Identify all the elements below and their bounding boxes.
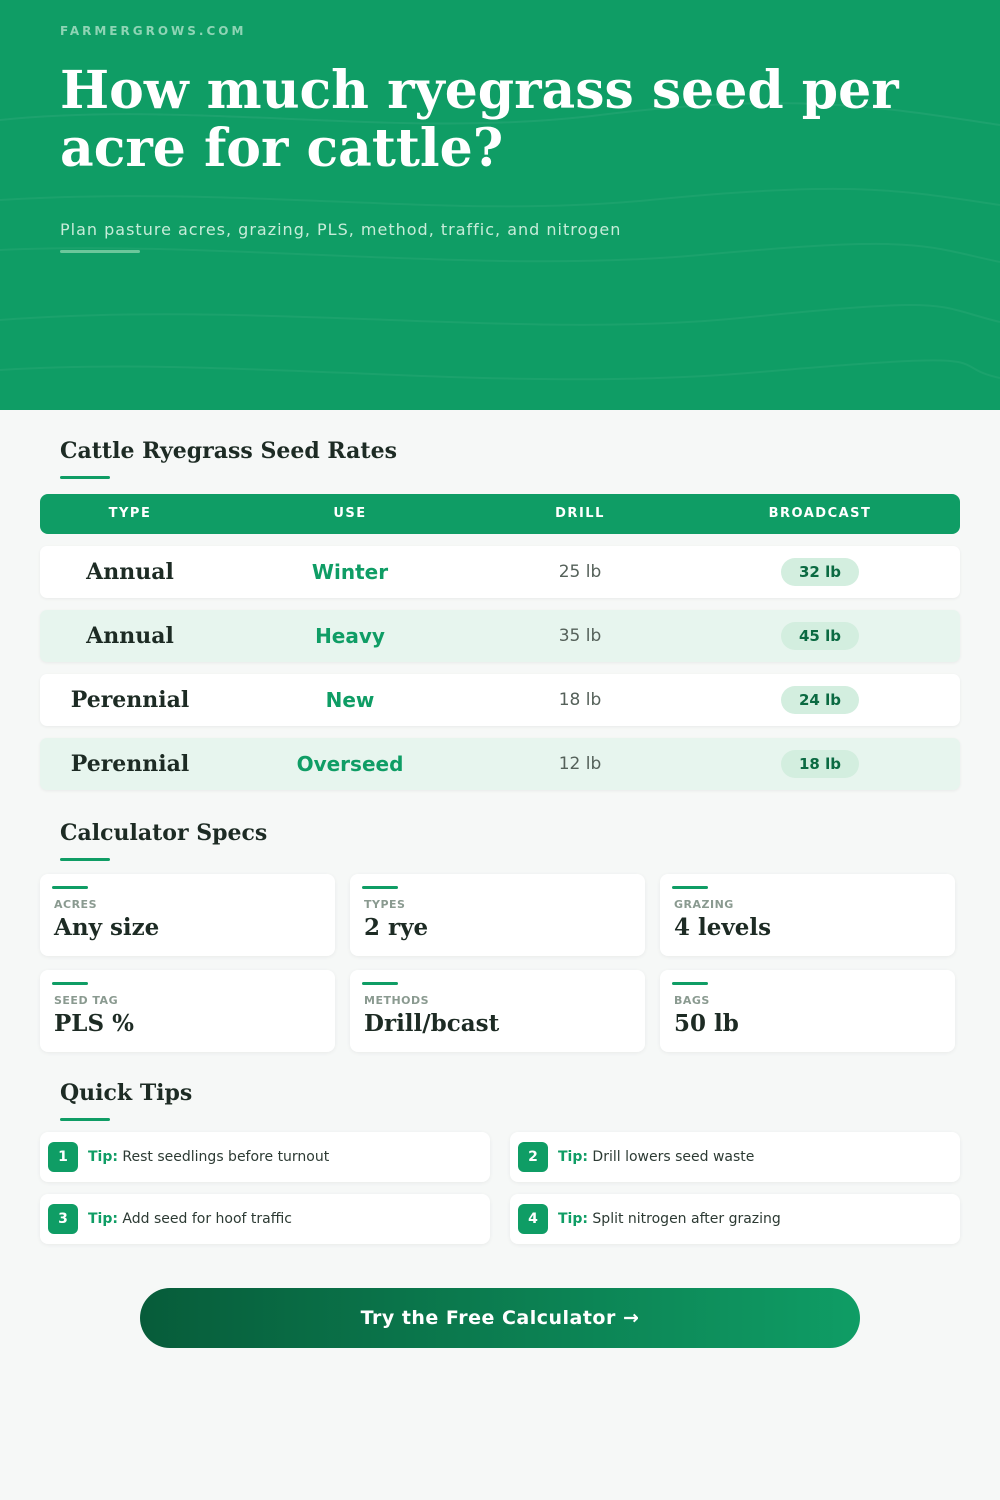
spec-card-bags [660, 970, 955, 1052]
spec-value: 2 rye [364, 914, 429, 941]
tip-prefix: Tip: [88, 1211, 118, 1227]
row-use: Heavy [315, 624, 385, 648]
spec-card-types [350, 874, 645, 956]
spec-card-methods [350, 970, 645, 1052]
column-header-use: USE [333, 506, 367, 521]
tip-text [88, 1132, 329, 1182]
row-type: Perennial [70, 751, 190, 777]
tip-card [510, 1194, 960, 1244]
column-header-type: TYPE [108, 506, 152, 521]
rates-section-title [60, 438, 397, 464]
tip-text [558, 1194, 781, 1244]
tip-text [88, 1194, 292, 1244]
section-underline [60, 1118, 110, 1121]
row-drill-rate: 18 lb [558, 690, 602, 710]
brand-name: FARMERGROWS.COM [60, 24, 247, 38]
page-title: How much ryegrass seed per acre for cattle? [60, 60, 899, 179]
tip-number-badge: 2 [518, 1142, 548, 1172]
section-underline [60, 858, 110, 861]
row-use: New [325, 688, 375, 712]
spec-label: ACRES [54, 898, 97, 911]
tip-number-badge: 4 [518, 1204, 548, 1234]
spec-value: 4 levels [674, 914, 772, 941]
spec-value: PLS % [54, 1010, 134, 1037]
tip-body: Drill lowers seed waste [592, 1149, 755, 1165]
spec-accent-bar [362, 886, 398, 889]
specs-section-title [60, 820, 267, 846]
row-drill-rate: 12 lb [558, 754, 602, 774]
spec-card-seed-tag [40, 970, 335, 1052]
spec-label: BAGS [674, 994, 710, 1007]
row-type: Annual [86, 559, 174, 585]
tip-card [40, 1132, 490, 1182]
spec-value: Drill/bcast [364, 1010, 500, 1037]
spec-card-acres [40, 874, 335, 956]
spec-label: TYPES [364, 898, 406, 911]
page-subtitle: Plan pasture acres, grazing, PLS, method, traffic, and nitrogen [60, 220, 622, 239]
hero-banner [0, 0, 1000, 410]
tip-card [510, 1132, 960, 1182]
tips-section-title-text: Quick Tips [60, 1080, 193, 1106]
tip-number-badge: 3 [48, 1204, 78, 1234]
tip-body: Split nitrogen after grazing [592, 1211, 781, 1227]
row-drill-rate: 25 lb [558, 562, 602, 582]
rates-section-title-text: Cattle Ryegrass Seed Rates [60, 438, 397, 464]
tip-prefix: Tip: [88, 1149, 118, 1165]
row-broadcast-badge: 18 lb [781, 750, 859, 778]
specs-section-title-text: Calculator Specs [60, 820, 268, 846]
table-row [40, 738, 960, 790]
row-broadcast-badge: 24 lb [781, 686, 859, 714]
row-drill-rate: 35 lb [558, 626, 602, 646]
row-use: Overseed [296, 752, 404, 776]
row-type: Perennial [70, 687, 190, 713]
spec-value: Any size [54, 914, 160, 941]
rates-table-header [40, 494, 960, 534]
spec-label: METHODS [364, 994, 430, 1007]
spec-label: GRAZING [674, 898, 734, 911]
row-type: Annual [86, 623, 174, 649]
tip-text [558, 1132, 754, 1182]
tip-prefix: Tip: [558, 1149, 588, 1165]
subtitle-underline [60, 250, 140, 253]
spec-accent-bar [362, 982, 398, 985]
spec-accent-bar [672, 982, 708, 985]
spec-value: 50 lb [674, 1010, 739, 1037]
tip-body: Rest seedlings before turnout [122, 1149, 330, 1165]
spec-label: SEED TAG [54, 994, 119, 1007]
table-row [40, 546, 960, 598]
section-underline [60, 476, 110, 479]
spec-accent-bar [52, 886, 88, 889]
tip-prefix: Tip: [558, 1211, 588, 1227]
row-use: Winter [311, 560, 389, 584]
spec-accent-bar [672, 886, 708, 889]
spec-card-grazing [660, 874, 955, 956]
table-row [40, 610, 960, 662]
tips-section-title [60, 1080, 192, 1106]
row-broadcast-badge: 45 lb [781, 622, 859, 650]
free-calculator-button[interactable]: Try the Free Calculator → [140, 1288, 860, 1348]
table-row [40, 674, 960, 726]
column-header-drill: DRILL [555, 506, 605, 521]
tip-body: Add seed for hoof traffic [122, 1211, 292, 1227]
row-broadcast-badge: 32 lb [781, 558, 859, 586]
column-header-broadcast: BROADCAST [768, 506, 872, 521]
spec-accent-bar [52, 982, 88, 985]
tip-card [40, 1194, 490, 1244]
tip-number-badge: 1 [48, 1142, 78, 1172]
